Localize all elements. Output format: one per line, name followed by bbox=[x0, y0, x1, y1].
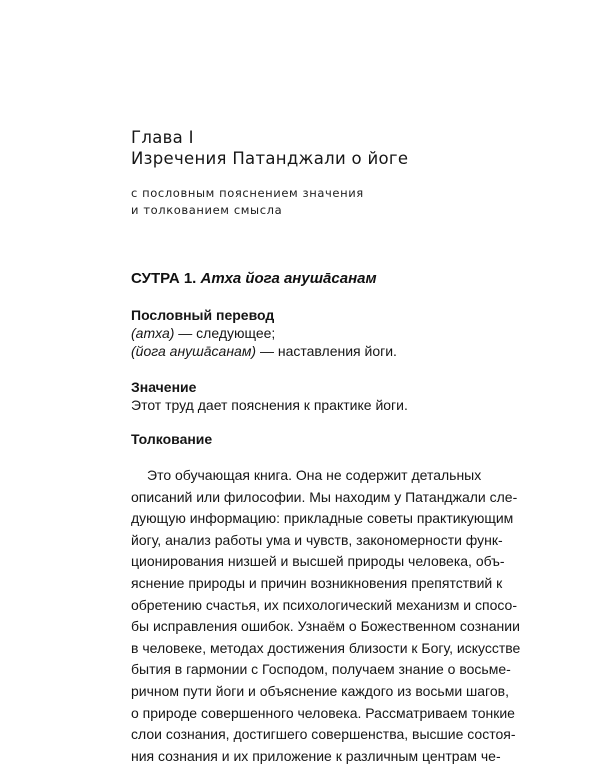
meaning-section bbox=[131, 378, 408, 414]
meaning-heading: Значение bbox=[131, 379, 197, 395]
commentary-line: ния сознания и их приложение к различным центрам че- bbox=[131, 747, 501, 764]
commentary-line: ционирования низшей и высшей природы человека, объ- bbox=[131, 553, 505, 570]
translation-term: (йога анушāсанам) bbox=[131, 343, 257, 359]
translation-text: — следующее; bbox=[174, 325, 276, 341]
chapter-subtitle bbox=[131, 185, 364, 219]
translation-term: (атха) bbox=[131, 325, 175, 341]
commentary-heading-block bbox=[131, 430, 212, 448]
translation-section bbox=[131, 306, 397, 360]
commentary-line: описаний или философии. Мы находим у Патанджали сле- bbox=[131, 488, 518, 505]
chapter-subtitle-line: с пословным пояснением значения bbox=[131, 186, 364, 200]
commentary-line: о природе совершенного человека. Рассматриваем тонкие bbox=[131, 704, 515, 721]
commentary-line: дующую информацию: прикладные советы практикующим bbox=[131, 510, 514, 527]
commentary-line: бытия в гармонии с Господом, получаем знание о восьме- bbox=[131, 661, 511, 678]
sutra-name: Атха йога анушāсанам bbox=[200, 270, 377, 287]
commentary-line: слои сознания, достигшего совершенства, высшие состоя- bbox=[131, 726, 516, 743]
chapter-subtitle-line: и толкованием смысла bbox=[131, 203, 283, 217]
commentary-line: бы исправления ошибок. Узнаём о Божественном сознании bbox=[131, 618, 520, 635]
translation-heading: Пословный перевод bbox=[131, 307, 275, 323]
commentary-line: в человеке, методах достижения близости к Богу, искусстве bbox=[131, 639, 521, 656]
chapter-number: Глава I bbox=[131, 128, 194, 147]
commentary-body bbox=[131, 465, 521, 767]
commentary-line: ричном пути йоги и объяснение каждого из восьми шагов, bbox=[131, 682, 509, 699]
commentary-heading: Толкование bbox=[131, 431, 213, 447]
sutra-number: СУТРА 1. bbox=[131, 270, 197, 287]
chapter-name: Изречения Патанджали о йоге bbox=[131, 149, 409, 168]
meaning-text: Этот труд дает пояснения к практике йоги. bbox=[131, 397, 408, 413]
translation-text: — наставления йоги. bbox=[256, 343, 397, 359]
commentary-line: яснение природы и причин возникновения препятствий к bbox=[131, 574, 503, 591]
sutra-heading bbox=[131, 270, 377, 287]
chapter-title bbox=[131, 127, 408, 169]
translation-line bbox=[131, 342, 397, 360]
translation-line bbox=[131, 324, 397, 342]
commentary-line: Это обучающая книга. Она не содержит детальных bbox=[147, 467, 482, 483]
commentary-line: обретению счастья, их психологический механизм и спосо- bbox=[131, 596, 517, 613]
commentary-line: йогу, анализ работы ума и чувств, закономерности функ- bbox=[131, 531, 503, 548]
